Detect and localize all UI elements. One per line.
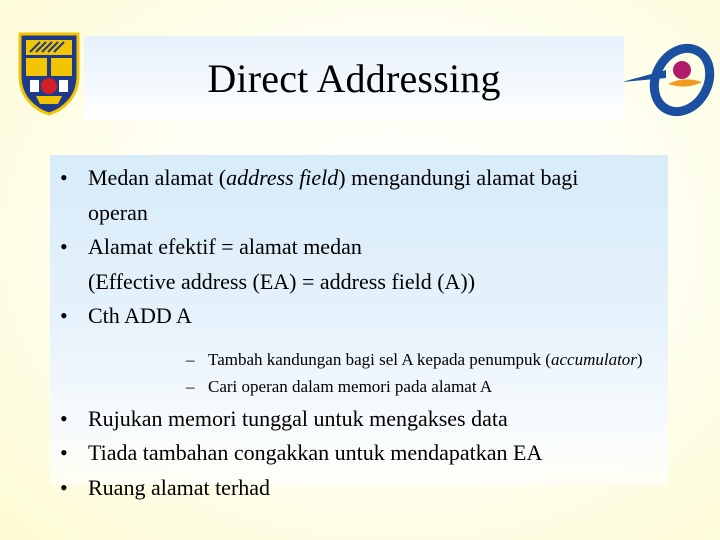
bullet-single-reference xyxy=(0,402,720,437)
slide-title: Direct Addressing xyxy=(207,55,501,101)
corner-logo-icon xyxy=(622,36,718,118)
bullet-text: Cth ADD A xyxy=(88,303,192,328)
sub-bullet-find xyxy=(88,373,720,400)
bullet-emphasis: address field xyxy=(226,165,339,190)
sub-bullet-text: ) xyxy=(636,349,643,369)
sub-bullet-text: Cari operan dalam memori pada alamat A xyxy=(208,376,493,396)
bullet-no-calculation xyxy=(0,436,720,471)
bullet-text: ) mengandungi alamat bagi xyxy=(338,165,579,190)
title-panel xyxy=(84,36,624,120)
bullet-example xyxy=(0,299,720,402)
bullet-address-field xyxy=(0,161,720,230)
bullet-text: Rujukan memori tunggal untuk mengakses data xyxy=(88,405,508,431)
bullet-text: Alamat efektif = alamat medan xyxy=(88,234,362,259)
bullet-continuation: operan xyxy=(88,199,148,225)
bullet-text: Medan alamat ( xyxy=(88,165,227,190)
sub-bullet-emphasis: accumulator xyxy=(550,349,637,369)
university-crest-icon xyxy=(16,30,82,116)
bullet-list xyxy=(0,161,720,505)
bullet-continuation: (Effective address (EA) = address field (A)) xyxy=(88,268,476,294)
sub-bullet-text: Tambah kandungan bagi sel A kepada penumpuk ( xyxy=(208,349,551,369)
bullet-limited-space xyxy=(0,471,720,506)
sub-bullet-add xyxy=(88,346,720,373)
bullet-effective-address xyxy=(0,230,720,299)
bullet-text: Ruang alamat terhad xyxy=(88,474,271,500)
sub-bullet-list xyxy=(88,334,720,402)
bullet-text: Tiada tambahan congakkan untuk mendapatkan EA xyxy=(88,440,543,465)
